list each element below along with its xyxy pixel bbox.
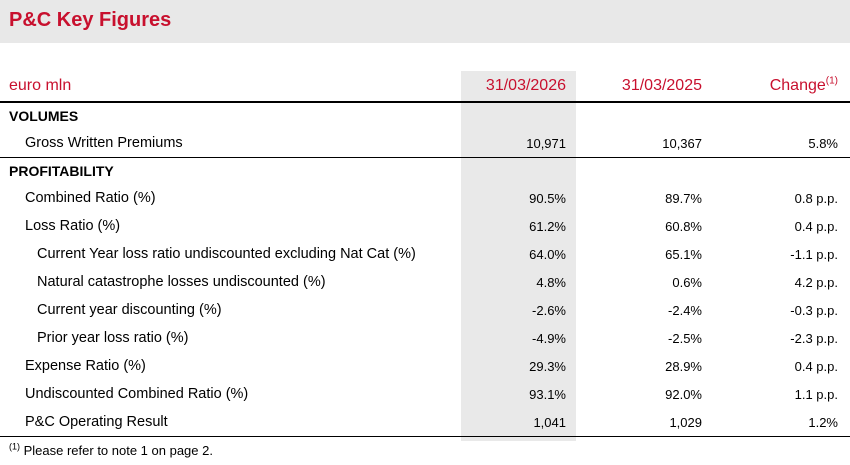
row-label: Current year discounting (%): [37, 302, 222, 318]
table-row: [0, 129, 850, 158]
row-prior: -2.5%: [668, 330, 702, 346]
key-figures-table: [0, 71, 850, 437]
row-change: 0.8 p.p.: [794, 190, 838, 206]
table-row: [0, 380, 850, 408]
row-label: Combined Ratio (%): [25, 190, 156, 206]
row-prior: 10,367: [576, 129, 712, 158]
table-header-row: [0, 71, 850, 102]
row-current: 90.5%: [529, 190, 566, 206]
row-label: Loss Ratio (%): [25, 218, 121, 234]
unit-header: euro mln: [0, 71, 461, 102]
table-row: [0, 240, 850, 268]
footnote-marker: (1): [9, 441, 20, 452]
footnote: [9, 443, 213, 458]
section-label: PROFITABILITY: [9, 163, 114, 179]
row-label: Undiscounted Combined Ratio (%): [25, 386, 249, 402]
row-prior: 1,029: [576, 408, 712, 437]
row-label: Prior year loss ratio (%): [37, 330, 189, 346]
row-label: Expense Ratio (%): [25, 358, 146, 374]
section-profitability: [0, 158, 850, 185]
row-label: Gross Written Premiums: [0, 129, 461, 158]
row-label: Natural catastrophe losses undiscounted (%): [37, 274, 326, 290]
row-current: -2.6%: [532, 302, 566, 318]
row-change: 0.4 p.p.: [794, 218, 838, 234]
row-prior: 0.6%: [672, 274, 702, 290]
row-current: -4.9%: [532, 330, 566, 346]
table-row: [0, 324, 850, 352]
table-row: [0, 352, 850, 380]
row-change: -0.3 p.p.: [790, 302, 838, 318]
table-row: [0, 268, 850, 296]
row-change: 5.8%: [712, 129, 850, 158]
table-row: [0, 212, 850, 240]
page-title: P&C Key Figures: [9, 9, 172, 31]
footnote-text: Please refer to note 1 on page 2.: [20, 443, 213, 458]
row-current: 4.8%: [536, 274, 566, 290]
current-period-header: 31/03/2026: [461, 71, 576, 102]
section-volumes: [0, 102, 850, 129]
prior-period-header: 31/03/2025: [576, 71, 712, 102]
row-current: 61.2%: [529, 218, 566, 234]
row-change: 4.2 p.p.: [794, 274, 838, 290]
table-row: [0, 408, 850, 437]
row-change: -2.3 p.p.: [790, 330, 838, 346]
row-prior: 89.7%: [665, 190, 702, 206]
change-header: [712, 71, 850, 102]
row-current: 29.3%: [529, 358, 566, 374]
row-prior: 60.8%: [665, 218, 702, 234]
row-current: 1,041: [461, 408, 576, 437]
row-label: Current Year loss ratio undiscounted excluding Nat Cat (%): [37, 246, 416, 262]
row-current: 10,971: [461, 129, 576, 158]
row-current: 64.0%: [529, 246, 566, 262]
change-header-note: (1): [825, 75, 838, 87]
section-label: VOLUMES: [9, 108, 79, 124]
table-row: [0, 184, 850, 212]
row-label: P&C Operating Result: [0, 408, 461, 437]
row-prior: 92.0%: [665, 386, 702, 402]
row-change: 0.4 p.p.: [794, 358, 838, 374]
row-prior: 65.1%: [665, 246, 702, 262]
table-row: [0, 296, 850, 324]
row-change: 1.1 p.p.: [794, 386, 838, 402]
row-current: 93.1%: [529, 386, 566, 402]
row-change: 1.2%: [712, 408, 850, 437]
row-prior: 28.9%: [665, 358, 702, 374]
change-header-label: Change: [769, 77, 826, 94]
row-change: -1.1 p.p.: [790, 246, 838, 262]
row-prior: -2.4%: [668, 302, 702, 318]
